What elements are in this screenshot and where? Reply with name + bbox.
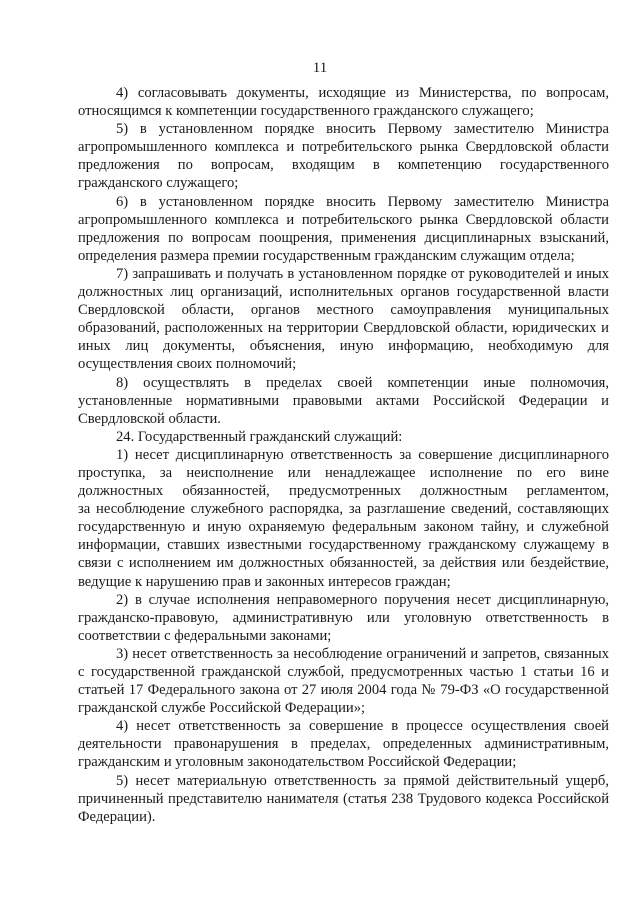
document-body (78, 84, 609, 826)
responsibility-item-5: 5) несет материальную ответственность за прямой действительный ущерб, причиненный представителю нанимателя (статья 238 Трудового кодекса Российской Федерации). (78, 772, 609, 825)
responsibility-item-3: 3) несет ответственность за несоблюдение ограничений и запретов, связанных с государственной гражданской службой, предусмотренных частью 1 статьи 16 и статьей 17 Федерального закона от 27 июля 2004 года № 79-ФЗ «О государственной гражданской службе Российской Федерации»; (78, 645, 609, 717)
page-number: 11 (312, 60, 328, 76)
paragraph-item-6: 6) в установленном порядке вносить Первому заместителю Министра агропромышленного комплекса и потребительского рынка Свердловской области предложения по вопросам поощрения, применения дисциплинарных взысканий, определения размера премии государственным гражданским служащим отдела; (78, 193, 609, 264)
responsibility-item-2: 2) в случае исполнения неправомерного поручения несет дисциплинарную, гражданско-правовую, административную или уголовную ответственность в соответствии с федеральными законами; (78, 591, 609, 644)
paragraph-item-8: 8) осуществлять в пределах своей компетенции иные полномочия, установленные нормативными правовыми актами Российской Федерации и Свердловской области. (78, 374, 609, 427)
paragraph-item-5: 5) в установленном порядке вносить Первому заместителю Министра агропромышленного комплекса и потребительского рынка Свердловской области предложения по вопросам, входящим в компетенцию государственного гражданского служащего; (78, 121, 609, 192)
section-heading-24: 24. Государственный гражданский служащий: (116, 428, 403, 445)
paragraph-item-4: 4) согласовывать документы, исходящие из Министерства, по вопросам, относящимся к компетенции государственного гражданского служащего; (78, 85, 609, 120)
responsibility-item-1: 1) несет дисциплинарную ответственность за совершение дисциплинарного проступка, за неисполнение или ненадлежащее исполнение по его вине должностных обязанностей, предусмотренных должностным регламентом, за несоблюдение служебного распорядка, за разглашение сведений, составляющих государственную и иную охраняемую федеральным законом тайну, и служебной информации, ставших известными государственному гражданскому служащему в связи с исполнением им должностных обязанностей, за действия или бездействие, ведущие к нарушению прав и законных интересов граждан; (78, 446, 609, 590)
responsibility-item-4: 4) несет ответственность за совершение в процессе осуществления своей деятельности правонарушения в пределах, определенных административным, гражданским и уголовным законодательством Российской Федерации; (78, 718, 609, 771)
paragraph-item-7: 7) запрашивать и получать в установленном порядке от руководителей и иных должностных лиц организаций, исполнительных органов государственной власти Свердловской области, органов местного самоуправления муниципальных образований, расположенных на территории Свердловской области, юридических и иных лиц документы, объяснения, иную информацию, необходимую для осуществления своих полномочий; (78, 265, 609, 373)
